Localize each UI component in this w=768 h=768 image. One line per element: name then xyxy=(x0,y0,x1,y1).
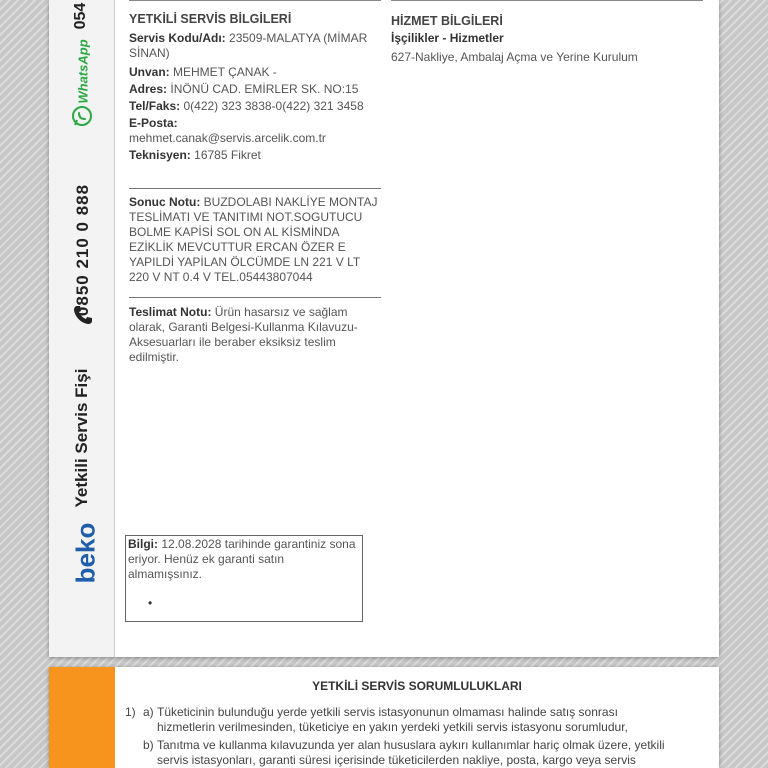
phone-icon xyxy=(71,303,95,327)
address-row: Adres: İNÖNÜ CAD. EMİRLER SK. NO:15 xyxy=(129,82,359,96)
result-note: Sonuc Notu: BUZDOLABI NAKLİYE MONTAJ TESLİMATI VE TANITIMI NOT.SOGUTUCU BOLME KAPİSİ SOL ON AL KİSMİNDA EZİKLİK MEVCUTTUR ERCAN ÖZER E YAPILDİ YAPİLAN ÖLCÜMDE LN 221 V LT 220 V NT 0.4 V TEL.05443807044 xyxy=(129,195,378,284)
service-details-section xyxy=(391,0,709,65)
document-title: Yetkili Servis Fişi xyxy=(72,368,91,508)
service-details-heading: HİZMET BİLGİLERİ xyxy=(391,14,503,28)
technician-row: Teknisyen: 16785 Fikret xyxy=(129,148,261,162)
responsibilities-page xyxy=(49,667,719,768)
labor-services-subheading: İşçilikler - Hizmetler xyxy=(391,31,504,45)
item-b-text: servis istasyonları, garanti süresi içerisinde tüketicilerden nakliye, posta, kargo veya servis xyxy=(157,753,636,767)
item-a-label: a) xyxy=(143,705,154,719)
phone-fax-row: Tel/Faks: 0(422) 323 3838-0(422) 321 3458 xyxy=(129,99,364,113)
service-receipt-page xyxy=(49,0,719,657)
orange-side-band xyxy=(49,667,115,768)
item-b-text: Tanıtma ve kullanma kılavuzunda yer alan hususlara aykırı kullanımlar hariç olmak üzere, yetkili xyxy=(157,738,665,752)
whatsapp-icon xyxy=(70,104,94,128)
delivery-note: Teslimat Notu: Ürün hasarsız ve sağlam olarak, Garanti Belgesi-Kullanma Kılavuzu-Aksesuarları ile beraber eksiksiz teslim edilmiştir. xyxy=(129,305,358,364)
warranty-info-text: 12.08.2028 tarihinde garantiniz sona eriyor. Henüz ek garanti satın almamışsınız. xyxy=(128,537,356,581)
email-value: mehmet.canak@servis.arcelik.com.tr xyxy=(129,131,326,145)
item-a-text: hizmetlerin verilmesinden, tüketiciye en yakın yerdeki yetkili servis istasyonu sorumludur, xyxy=(157,720,628,734)
item-b-label: b) xyxy=(143,738,154,752)
warranty-info-box: Bilgi: 12.08.2028 tarihinde garantiniz sona eriyor. Henüz ek garanti satın almamışsınız. • xyxy=(125,535,363,622)
list-bullet: • xyxy=(148,596,153,610)
divider xyxy=(129,188,381,189)
email-label: E-Posta: xyxy=(129,116,178,130)
item-a-text: Tüketicinin bulunduğu yerde yetkili servis istasyonunun olmaması halinde satış sonrası xyxy=(157,705,618,719)
whatsapp-number: 054 xyxy=(72,2,89,30)
side-banner xyxy=(49,0,115,657)
support-phone: 0850 210 0 888 xyxy=(73,183,92,317)
service-info-heading: YETKİLİ SERVİS BİLGİLERİ xyxy=(129,12,292,26)
service-code-row: Servis Kodu/Adı: 23509-MALATYA (MİMAR SİNAN) xyxy=(129,31,368,60)
item-number: 1) xyxy=(125,705,136,719)
service-info-section xyxy=(129,0,381,365)
whatsapp-label: WhatsApp xyxy=(75,39,91,104)
divider xyxy=(129,297,381,298)
responsibilities-title: YETKİLİ SERVİS SORUMLULUKLARI xyxy=(312,679,522,693)
title-row: Unvan: MEHMET ÇANAK - xyxy=(129,65,277,79)
service-item: 627-Nakliye, Ambalaj Açma ve Yerine Kurulum xyxy=(391,50,638,64)
beko-logo: beko xyxy=(70,522,101,584)
